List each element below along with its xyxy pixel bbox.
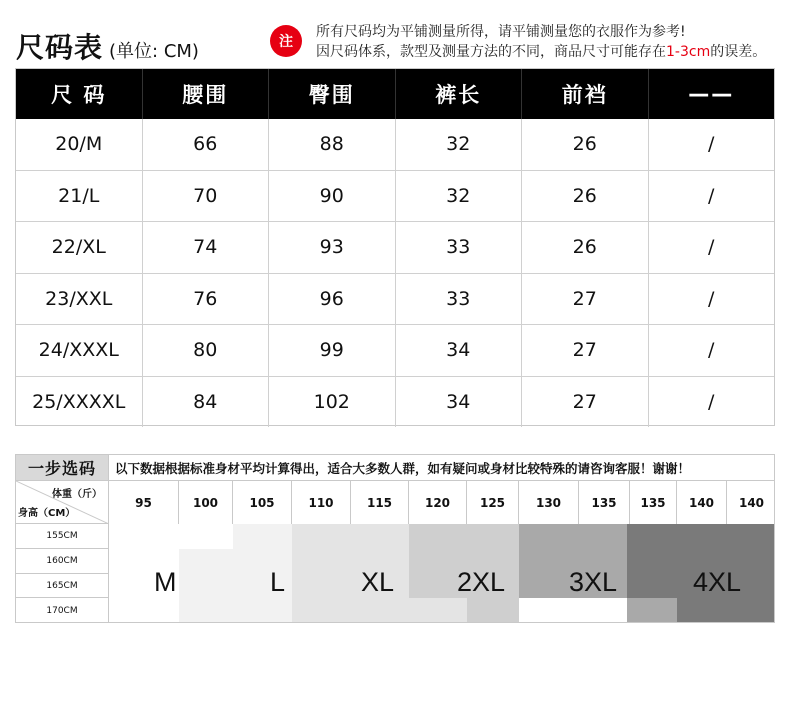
table-cell: 33 [396,222,523,273]
size-label: 3XL [569,567,618,597]
size-guide-description: 以下数据根据标准身材平均计算得出，适合大多数人群，如有疑问或身材比较特殊的请咨询客服！谢谢！ [115,460,691,476]
note-line-1: 所有尺码均为平铺测量所得，请平铺测量您的衣服作为参考! [316,24,686,40]
table-row [16,221,774,273]
note-error-range: 1-3cm [666,44,711,60]
column-header: —— [688,82,735,106]
weight-header-cell: 100 [179,481,233,524]
table-cell: 27 [522,274,649,325]
table-row [16,273,774,325]
table-cell: 20/M [16,119,143,170]
table-cell: 102 [269,377,396,428]
note-line-2 [316,42,766,62]
size-table-body [16,119,774,427]
table-cell: 66 [143,119,270,170]
table-cell: 21/L [16,171,143,222]
table-cell: / [708,133,715,156]
table-cell: 88 [269,119,396,170]
note-badge: 注 [270,25,302,57]
weight-header-cell: 115 [351,481,409,524]
table-cell: 22/XL [16,222,143,273]
table-row [16,376,774,428]
table-cell: 33 [396,274,523,325]
size-zone [179,549,233,623]
height-row-label: 170CM [16,598,109,623]
size-label: L [270,567,286,597]
size-table-header [16,69,774,119]
table-cell: 26 [522,171,649,222]
note-line-2-start: 因尺码体系，款型及测量方法的不同，商品尺寸可能存在 [316,44,666,60]
weight-header-cell: 105 [233,481,292,524]
weight-header-cell: 120 [409,481,467,524]
table-cell: 24/XXXL [16,325,143,376]
table-cell: 70 [143,171,270,222]
table-cell: 32 [396,171,523,222]
weight-header-cell: 140 [738,495,765,510]
table-cell: 34 [396,325,523,376]
table-cell: 80 [143,325,270,376]
size-zone [292,524,351,574]
weight-header-cell: 135 [630,481,677,524]
height-axis-label: 身高（CM） [18,508,76,519]
table-cell: 34 [396,377,523,428]
table-cell: 99 [269,325,396,376]
measurement-note [316,22,766,62]
table-cell: 25/XXXXL [16,377,143,428]
size-label: 4XL [693,567,742,597]
size-guide-title-bar [15,454,775,480]
table-cell: 76 [143,274,270,325]
table-row [16,170,774,222]
size-zone [409,598,467,623]
size-label: 2XL [457,567,506,597]
page-header [16,26,199,66]
page-title: 尺码表 [16,31,104,64]
table-cell: 26 [522,222,649,273]
weight-header-cell: 110 [292,481,351,524]
column-header: 裤长 [396,69,523,119]
table-cell: / [708,390,715,413]
table-cell: 27 [522,325,649,376]
weight-header-cell: 140 [677,481,727,524]
height-row-label: 165CM [16,574,109,598]
table-cell: / [708,236,715,259]
weight-header-cell: 135 [579,481,630,524]
weight-header-cell: 130 [519,481,579,524]
column-header: 腰围 [143,69,270,119]
table-cell: 23/XXL [16,274,143,325]
size-guide-grid [15,480,775,623]
table-cell: 93 [269,222,396,273]
height-row-label: 155CM [16,524,109,549]
unit-label: (单位: CM) [109,41,199,62]
weight-header-cell: 125 [467,481,519,524]
table-cell: 90 [269,171,396,222]
table-cell: / [708,184,715,207]
size-label: M [154,567,177,597]
table-cell: 74 [143,222,270,273]
weight-axis-label: 体重（斤） [52,489,102,500]
table-cell: / [708,339,715,362]
table-cell: 84 [143,377,270,428]
table-cell: 32 [396,119,523,170]
size-label: XL [361,567,395,597]
size-zone [179,524,233,549]
height-row-label: 160CM [16,549,109,574]
column-header: 前裆 [522,69,649,119]
table-cell: 26 [522,119,649,170]
table-cell: / [708,287,715,310]
table-row [16,119,774,170]
size-zone [467,598,519,623]
table-cell: 96 [269,274,396,325]
column-header: 臀围 [269,69,396,119]
table-cell: 27 [522,377,649,428]
note-line-2-end: 的误差。 [710,44,767,60]
size-zone [677,598,775,623]
column-header: 尺 码 [16,69,143,119]
size-guide-title: 一步选码 [16,455,109,481]
grid-corner-header [16,481,109,524]
size-table [15,68,775,426]
size-zone [627,598,677,623]
weight-header-cell: 95 [109,481,179,524]
table-row [16,324,774,376]
